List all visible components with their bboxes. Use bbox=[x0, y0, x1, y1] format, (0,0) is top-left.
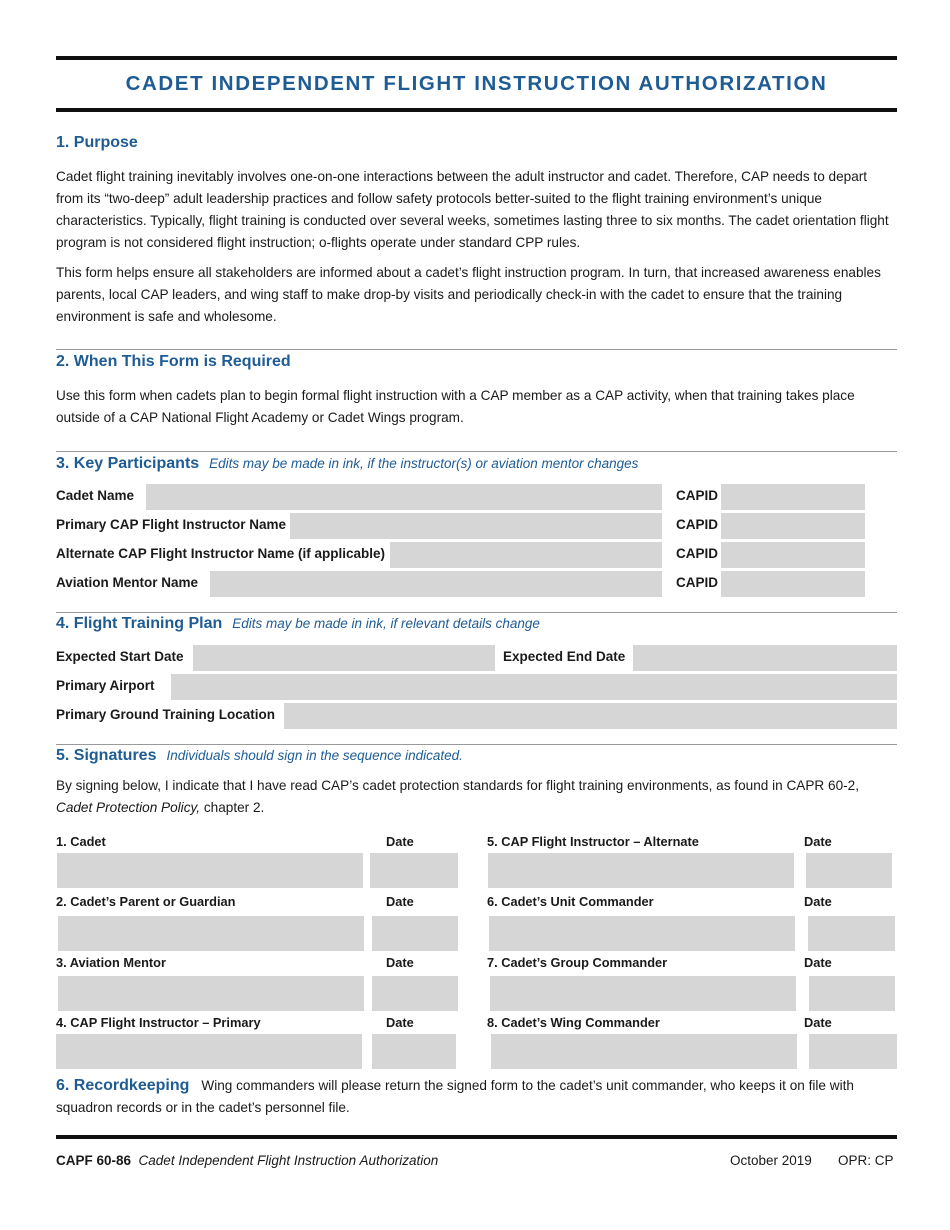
signer-6-signature-field[interactable] bbox=[489, 916, 795, 951]
end-date-field[interactable] bbox=[633, 645, 897, 671]
aviation-mentor-field[interactable] bbox=[210, 571, 662, 597]
title-bar bbox=[56, 56, 897, 112]
signer-2-signature-field[interactable] bbox=[58, 916, 364, 951]
signer-4-label: 4. CAP Flight Instructor – Primary bbox=[56, 1015, 261, 1030]
capid-label: CAPID bbox=[676, 546, 719, 561]
section4-heading: 4. Flight Training Plan bbox=[56, 615, 223, 632]
end-date-label: Expected End Date bbox=[503, 649, 626, 664]
signer-5-label: 5. CAP Flight Instructor – Alternate bbox=[487, 834, 699, 849]
primary-airport-field[interactable] bbox=[171, 674, 897, 700]
section5-heading: 5. Signatures bbox=[56, 747, 157, 764]
participant-row-aviation-mentor bbox=[56, 571, 897, 597]
primary-airport-label: Primary Airport bbox=[56, 678, 155, 693]
capid-label: CAPID bbox=[676, 517, 719, 532]
signer-8-date-label: Date bbox=[804, 1015, 832, 1030]
signer-1-date-label: Date bbox=[386, 834, 414, 849]
cadet-name-field[interactable] bbox=[146, 484, 662, 510]
section1-para2: This form helps ensure all stakeholders are informed about a cadet’s flight instruction program. In turn, that increased awareness enables parents, local CAP leaders, and wing staff to make drop-by visits and periodically check-in with the cadet to ensure that the training environment is safe and wholesome. bbox=[56, 265, 881, 324]
alternate-instructor-capid-field[interactable] bbox=[721, 542, 865, 568]
signer-6-date-field[interactable] bbox=[808, 916, 895, 951]
page-footer bbox=[56, 1135, 897, 1168]
ground-location-label: Primary Ground Training Location bbox=[56, 707, 276, 722]
section2-rule bbox=[56, 349, 897, 350]
section4-note: Edits may be made in ink, if relevant details change bbox=[232, 616, 540, 631]
training-dates-row bbox=[56, 645, 897, 671]
section3-heading: 3. Key Participants bbox=[56, 455, 200, 472]
alternate-instructor-label: Alternate CAP Flight Instructor Name (if applicable) bbox=[56, 546, 386, 561]
section3-header bbox=[56, 455, 638, 473]
signer-3-date-label: Date bbox=[386, 955, 414, 970]
aviation-mentor-label: Aviation Mentor Name bbox=[56, 575, 199, 590]
participant-row-primary-instructor bbox=[56, 513, 897, 539]
signer-1-signature-field[interactable] bbox=[57, 853, 363, 888]
signer-7-date-label: Date bbox=[804, 955, 832, 970]
section3-note: Edits may be made in ink, if the instructor(s) or aviation mentor changes bbox=[209, 456, 639, 471]
signer-1-date-field[interactable] bbox=[370, 853, 458, 888]
section1-heading: 1. Purpose bbox=[56, 134, 138, 151]
primary-instructor-capid-field[interactable] bbox=[721, 513, 865, 539]
aviation-mentor-capid-field[interactable] bbox=[721, 571, 865, 597]
primary-instructor-label: Primary CAP Flight Instructor Name bbox=[56, 517, 287, 532]
section5-para-a: By signing below, I indicate that I have read CAP’s cadet protection standards for flight training environments, as found in CAPR 60-2, bbox=[56, 778, 859, 793]
cadet-name-label: Cadet Name bbox=[56, 488, 135, 503]
form-title: CADET INDEPENDENT FLIGHT INSTRUCTION AUTHORIZATION bbox=[125, 72, 828, 95]
participant-row-alternate-instructor bbox=[56, 542, 897, 568]
signer-3-label: 3. Aviation Mentor bbox=[56, 955, 166, 970]
section5-note: Individuals should sign in the sequence indicated. bbox=[166, 748, 463, 763]
signer-1-label: 1. Cadet bbox=[56, 834, 106, 849]
capid-label: CAPID bbox=[676, 575, 719, 590]
section2-heading: 2. When This Form is Required bbox=[56, 353, 291, 370]
section6-text: Wing commanders will please return the signed form to the cadet’s unit commander, who keeps it on file with squadron records or in the cadet’s personnel file. bbox=[56, 1078, 854, 1115]
section3-rule bbox=[56, 451, 897, 452]
section4-rule bbox=[56, 612, 897, 613]
section6-block bbox=[56, 1075, 897, 1119]
signer-7-label: 7. Cadet’s Group Commander bbox=[487, 955, 668, 970]
signer-4-signature-field[interactable] bbox=[56, 1034, 362, 1069]
signer-8-signature-field[interactable] bbox=[491, 1034, 797, 1069]
start-date-label: Expected Start Date bbox=[56, 649, 184, 664]
section5-para bbox=[56, 775, 897, 819]
alternate-instructor-field[interactable] bbox=[390, 542, 662, 568]
footer-form-id bbox=[56, 1153, 438, 1168]
signer-8-label: 8. Cadet’s Wing Commander bbox=[487, 1015, 660, 1030]
section5-para-b: chapter 2. bbox=[200, 800, 265, 815]
footer-form-number: CAPF 60-86 bbox=[56, 1153, 132, 1168]
signer-7-signature-field[interactable] bbox=[490, 976, 796, 1011]
ground-location-row bbox=[56, 703, 897, 729]
signer-6-label: 6. Cadet’s Unit Commander bbox=[487, 894, 654, 909]
signer-5-signature-field[interactable] bbox=[488, 853, 794, 888]
section5-para-italic: Cadet Protection Policy, bbox=[56, 800, 201, 815]
footer-form-title: Cadet Independent Flight Instruction Authorization bbox=[138, 1153, 439, 1168]
signer-5-date-label: Date bbox=[804, 834, 832, 849]
signer-2-date-label: Date bbox=[386, 894, 414, 909]
capid-label: CAPID bbox=[676, 488, 719, 503]
section2-para: Use this form when cadets plan to begin formal flight instruction with a CAP member as a CAP activity, when that training takes place outside of a CAP National Flight Academy or Cadet Wings program. bbox=[56, 388, 855, 425]
signer-4-date-field[interactable] bbox=[372, 1034, 456, 1069]
signer-6-date-label: Date bbox=[804, 894, 832, 909]
section1-para1: Cadet flight training inevitably involves one-on-one interactions between the adult instructor and cadet. Therefore, CAP needs to depart from its “two-deep” adult leadership practices and follow safety protocols better-suited to the flight training environment’s unique characteristics. Typically, flight training is conducted over several weeks, sometimes lasting three to six months. The cadet orientation flight program is not considered flight instruction; o-flights operate under standard CPP rules. bbox=[56, 169, 889, 250]
signer-2-label: 2. Cadet’s Parent or Guardian bbox=[56, 894, 236, 909]
signer-8-date-field[interactable] bbox=[809, 1034, 897, 1069]
section5-rule bbox=[56, 744, 897, 745]
signer-2-date-field[interactable] bbox=[372, 916, 458, 951]
participant-row-cadet bbox=[56, 484, 897, 510]
primary-airport-row bbox=[56, 674, 897, 700]
signer-5-date-field[interactable] bbox=[806, 853, 892, 888]
cadet-capid-field[interactable] bbox=[721, 484, 865, 510]
signer-7-date-field[interactable] bbox=[809, 976, 895, 1011]
footer-opr: OPR: CP bbox=[838, 1153, 894, 1168]
primary-instructor-field[interactable] bbox=[290, 513, 662, 539]
section6-heading: 6. Recordkeeping bbox=[56, 1077, 190, 1094]
form-page bbox=[56, 56, 897, 1115]
ground-location-field[interactable] bbox=[284, 703, 897, 729]
section4-header bbox=[56, 615, 540, 633]
footer-date: October 2019 bbox=[730, 1153, 812, 1168]
signer-3-date-field[interactable] bbox=[372, 976, 458, 1011]
signer-4-date-label: Date bbox=[386, 1015, 414, 1030]
section5-header bbox=[56, 747, 463, 765]
start-date-field[interactable] bbox=[193, 645, 495, 671]
signer-3-signature-field[interactable] bbox=[58, 976, 364, 1011]
